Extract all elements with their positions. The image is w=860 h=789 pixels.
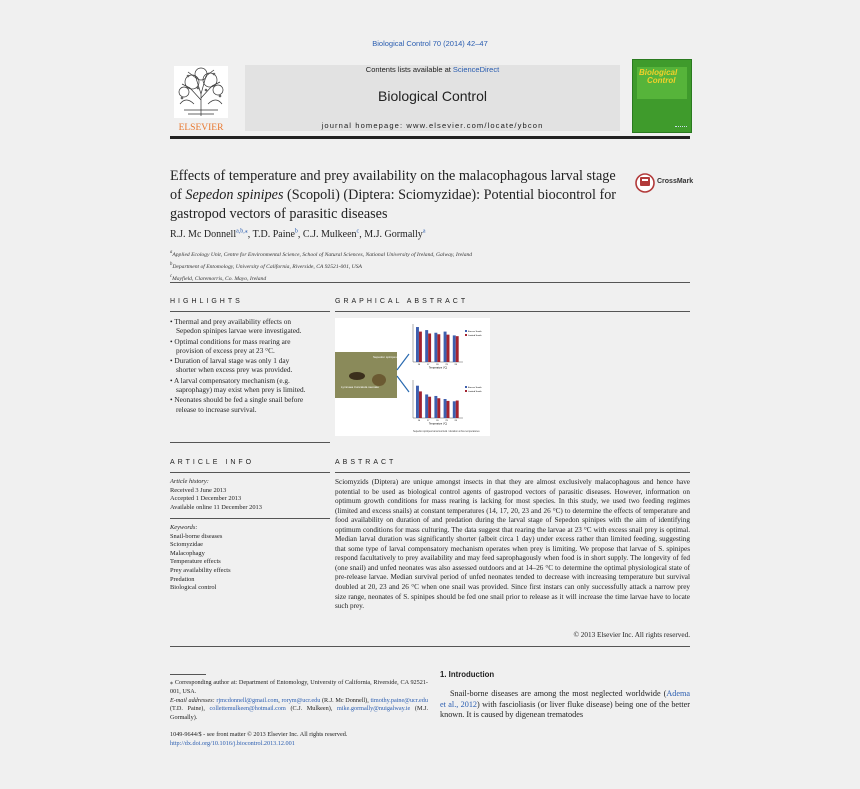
affiliation-b: $^b$Department of Entomology, University of California, Riverside, CA 92521-001, USA (170, 261, 362, 270)
chart-b-legend-swatch (465, 386, 467, 388)
chart-b-bar (419, 391, 422, 418)
doi-link[interactable]: http://dx.doi.org/10.1016/j.biocontrol.2013.12.001 (170, 739, 295, 747)
affiliation-a: $^a$Applied Ecology Unit, Centre for Environmental Science, School of Natural Sciences, National University of Ireland, Galway, Ireland (170, 250, 473, 258)
chart-a-legend-label: Limited Snails (468, 334, 482, 337)
chart-b (413, 380, 483, 426)
keyword: Prey availability effects (170, 566, 231, 574)
photo-label: Sepedon spinipes (373, 355, 397, 359)
keyword: Snail-borne diseases (170, 532, 223, 540)
abstract-rule (335, 472, 690, 473)
chart-a-tick-label: 20 (436, 364, 439, 366)
journal-header (245, 65, 620, 131)
chart-b-tick-label: 23 (445, 420, 448, 422)
author-list (170, 228, 425, 240)
journal-name: Biological Control (378, 88, 487, 104)
homepage-prefix: journal homepage: (321, 121, 407, 130)
chart-a-tick-label: 23 (445, 364, 448, 366)
chart-b-bar (456, 401, 459, 418)
graphical-abstract-heading: GRAPHICAL ABSTRACT (335, 298, 469, 305)
title-species: Sepedon spinipes (185, 187, 284, 203)
sciencedirect-link[interactable]: ScienceDirect (452, 65, 500, 74)
chart-b-xlabel: Temperature (°C) (428, 422, 448, 426)
crossmark-icon (635, 173, 655, 193)
elsevier-tree-icon (170, 64, 232, 132)
contents-prefix: Contents lists available at (365, 65, 453, 74)
chart-b-bar (447, 401, 450, 418)
chart-a-bar (456, 336, 459, 362)
history-received: Received 3 June 2013 (170, 486, 227, 494)
chart-a-xlabel: Temperature (°C) (428, 366, 448, 370)
author-3: C.J. Mulkeen$^c$, (302, 229, 365, 241)
abstract-heading: ABSTRACT (335, 459, 397, 466)
homepage-link[interactable]: www.elsevier.com/locate/ybcon (406, 121, 544, 130)
graphical-abstract-rule (335, 311, 690, 312)
history-label: Article history: (170, 478, 209, 485)
highlight-item: • Duration of larval stage was only 1 day shorter when excess prey was provided. (170, 356, 293, 375)
email-link[interactable]: timothy.paine@ucr.edu (370, 696, 428, 704)
highlights-rule-bottom (170, 442, 330, 443)
affiliations (170, 248, 472, 284)
abstract-text: Sciomyzids (Diptera) are unique amongst insects in that they are almost exclusively malacophagous and hence have potential to be used as biological control agents of gastropod vectors of parasitic diseases. However, information on optimum growth conditions for mass rearing is lacking for most species. In this study, we used two feeding regimes (limited and excess snails) at constant temperatures (14, 17, 20, 23 and 26 °C) to determine the effects of temperature and food availability on duration of and predation during the larval stage of Sepedon spinipes with the aim of identifying optimum conditions for mass culturing. The data suggest that rearing the larvae at 23 °C with excess snail prey is optimal. Median larval duration was significantly shorter (albeit circa 1 day) under excess rather than limited feeding, suggesting that some type of larval compensatory mechanism operates when prey is limiting. We propose that larvae of S. spinipes respond facultatively to prey availability and may feed saprophagously when food is in short supply. The longevity of fed (one snail) and unfed neonates was also assessed outdoors and at 14–26 °C to determine the optimal physiological state of pre-release larvae. Median survival period of unfed neonates tended to decrease with increasing temperature but survival doubled at 20, 23 and 26 °C when one snail was provided. Since first instars can only successfully attack a narrow prey size range, neonates of S. spinipes should be fed one snail prior to release as it will increase the time larvae have to locate such prey. (335, 478, 690, 611)
chart-a-legend-swatch (465, 330, 467, 332)
chart-a-tick-label: 17 (426, 364, 430, 366)
article-info-rule-2 (170, 518, 330, 519)
chart-b-bar (416, 386, 419, 418)
keywords (170, 524, 330, 593)
cover-title-line-2: Control (647, 76, 676, 85)
chart-a-bar (416, 327, 419, 362)
chart-b-bar (425, 394, 428, 418)
intro-text: Snail-borne diseases are among the most neglected worldwide (Adema et al., 2012) with fascioliasis (or liver fluke disease) being one of the better known. It is caused by digenean trematodes (440, 689, 690, 719)
chart-a-tick-label: 26 (454, 364, 457, 366)
issn-block (170, 731, 428, 749)
author-2-sup[interactable]: b (294, 229, 298, 235)
highlight-item: • Thermal and prey availability effects on Sepedon spinipes larvae were investigated. (170, 317, 302, 336)
chart-a-legend-swatch (465, 334, 467, 336)
chart-b-legend-label: Limited Snails (468, 390, 482, 393)
chart-a-bar (437, 334, 440, 362)
email-link[interactable]: rorym@ucr.edu (281, 696, 321, 704)
chart-a-bar (453, 335, 456, 362)
chart-b-tick-label: 26 (454, 420, 457, 422)
highlight-item: • Optimal conditions for mass rearing are provision of excess prey at 23 °C. (170, 336, 291, 355)
body-rule (170, 646, 690, 647)
email-link[interactable]: mike.gormally@nuigalway.ie (336, 705, 411, 713)
article-info-heading: ARTICLE INFO (170, 459, 255, 466)
highlights-rule (170, 311, 330, 312)
chart-b-tick-label: 17 (426, 420, 430, 422)
email-link[interactable]: collettemulkeen@hotmail.com (209, 705, 286, 713)
email-label: E-mail addresses: (170, 696, 217, 704)
photo-sublabel: Lymnaea truncatula neonate (341, 385, 379, 389)
keyword: Biological control (170, 584, 217, 592)
chart-b-bar (437, 398, 440, 418)
email-link[interactable]: rjmcdonnell@gmail.com (216, 696, 279, 704)
cover-title-line-1: Biological (639, 68, 678, 77)
chart-b-bar (428, 397, 431, 418)
chart-a (413, 324, 483, 370)
chart-b-bar (444, 399, 447, 418)
cover-title (639, 69, 677, 85)
history-accepted: Accepted 1 December 2013 (170, 495, 242, 503)
chart-b-tick-label: 14 (417, 420, 421, 422)
author-3-sup[interactable]: c (356, 229, 360, 235)
affiliation-c: $^c$Mayfield, Claremorris, Co. Mayo, Ireland (170, 273, 267, 282)
section-rule (170, 282, 690, 283)
chart-a-legend-label: Excess Snails (468, 330, 482, 333)
elsevier-wordmark: ELSEVIER (178, 123, 224, 132)
title-text-1: Effects of temperature and prey availability on the malacophagous larval stage of (170, 168, 616, 203)
cover-dots (675, 126, 687, 129)
graphical-abstract-svg (335, 318, 490, 436)
crossmark-badge[interactable] (635, 173, 695, 193)
keyword: Temperature effects (170, 558, 221, 566)
chart-a-bar (444, 332, 447, 362)
chart-a-bar (447, 335, 450, 362)
chart-b-tick-label: 20 (436, 420, 439, 422)
history-online: Available online 11 December 2013 (170, 503, 262, 511)
graphical-abstract-figure[interactable] (335, 318, 490, 436)
chart-b-legend-swatch (465, 390, 467, 392)
title-text-2: (Scopoli) (Diptera: Sciomyzidae): Potential biocontrol for gastropod vectors of parasitic diseases (170, 187, 617, 222)
keyword: Sciomyzidae (170, 541, 204, 549)
chart-a-bar (419, 332, 422, 362)
homepage-line (245, 121, 620, 130)
issn-text: 1049-9644/$ - see front matter © 2013 Elsevier Inc. All rights reserved. (170, 731, 348, 738)
header-rule (170, 136, 690, 139)
chart-b-legend-label: Excess Snails (468, 386, 482, 389)
chart-b-bar (434, 396, 437, 418)
chart-a-bar (434, 333, 437, 362)
article-history (170, 478, 330, 512)
elsevier-logo (170, 64, 232, 132)
highlight-item: • Neonates should be fed a single snail before release to increase survival. (170, 395, 304, 414)
author-4: M.J. Gormally$^a$ (364, 229, 426, 241)
chart-a-bar (425, 330, 428, 362)
abstract-copyright: © 2013 Elsevier Inc. All rights reserved. (573, 631, 690, 639)
figure-caption: Sepedon spinipes larval survival / duration at five temperatures (413, 430, 480, 433)
article-title (170, 167, 630, 224)
author-2: T.D. Paine$^b$, (252, 229, 303, 241)
chart-a-tick-label: 14 (417, 364, 421, 366)
chart-a-bar (428, 334, 431, 363)
article-info-rule (170, 472, 330, 473)
footnote-text: ⁎ Corresponding author at: Department of Entomology, University of California, Riverside, CA 92521-001, USA. (170, 679, 428, 695)
arrow-icon (397, 354, 409, 392)
intro-heading: 1. Introduction (440, 670, 495, 679)
highlight-item: • A larval compensatory mechanism (e.g. saprophagy) may exist when prey is limited. (170, 375, 306, 395)
corresponding-footnote (170, 679, 428, 723)
keyword: Malacophagy (170, 549, 205, 557)
author-1-sup[interactable]: a,b,⁎ (236, 229, 248, 235)
larva-photo-subject (349, 372, 365, 380)
citation-link[interactable]: Adema et al., 2012 (440, 689, 690, 709)
keywords-label: Keywords: (170, 524, 198, 531)
journal-cover[interactable] (632, 59, 692, 133)
author-1: R.J. Mc Donnell$^{a,b,⁎}$, (170, 229, 253, 241)
chart-b-bar (453, 401, 456, 418)
highlights-heading: HIGHLIGHTS (170, 298, 243, 305)
footnote-emails: E-mail addresses: rjmcdonnell@gmail.com, rorym@ucr.edu (R.J. Mc Donnell), timothy.paine@ucr.edu (T.D. Paine), collettemulkeen@hotmail.com (C.J. Mulkeen), mike.gormally@nuigalway.ie (M.J. Gormally). (170, 696, 428, 722)
contents-line (245, 65, 620, 74)
highlights-list (170, 317, 306, 415)
journal-reference[interactable]: Biological Control 70 (2014) 42–47 (372, 39, 488, 48)
author-4-sup[interactable]: a (422, 229, 426, 235)
footnote-rule (170, 674, 206, 675)
keyword: Predation (170, 575, 195, 583)
crossmark-label: CrossMark (657, 178, 694, 185)
